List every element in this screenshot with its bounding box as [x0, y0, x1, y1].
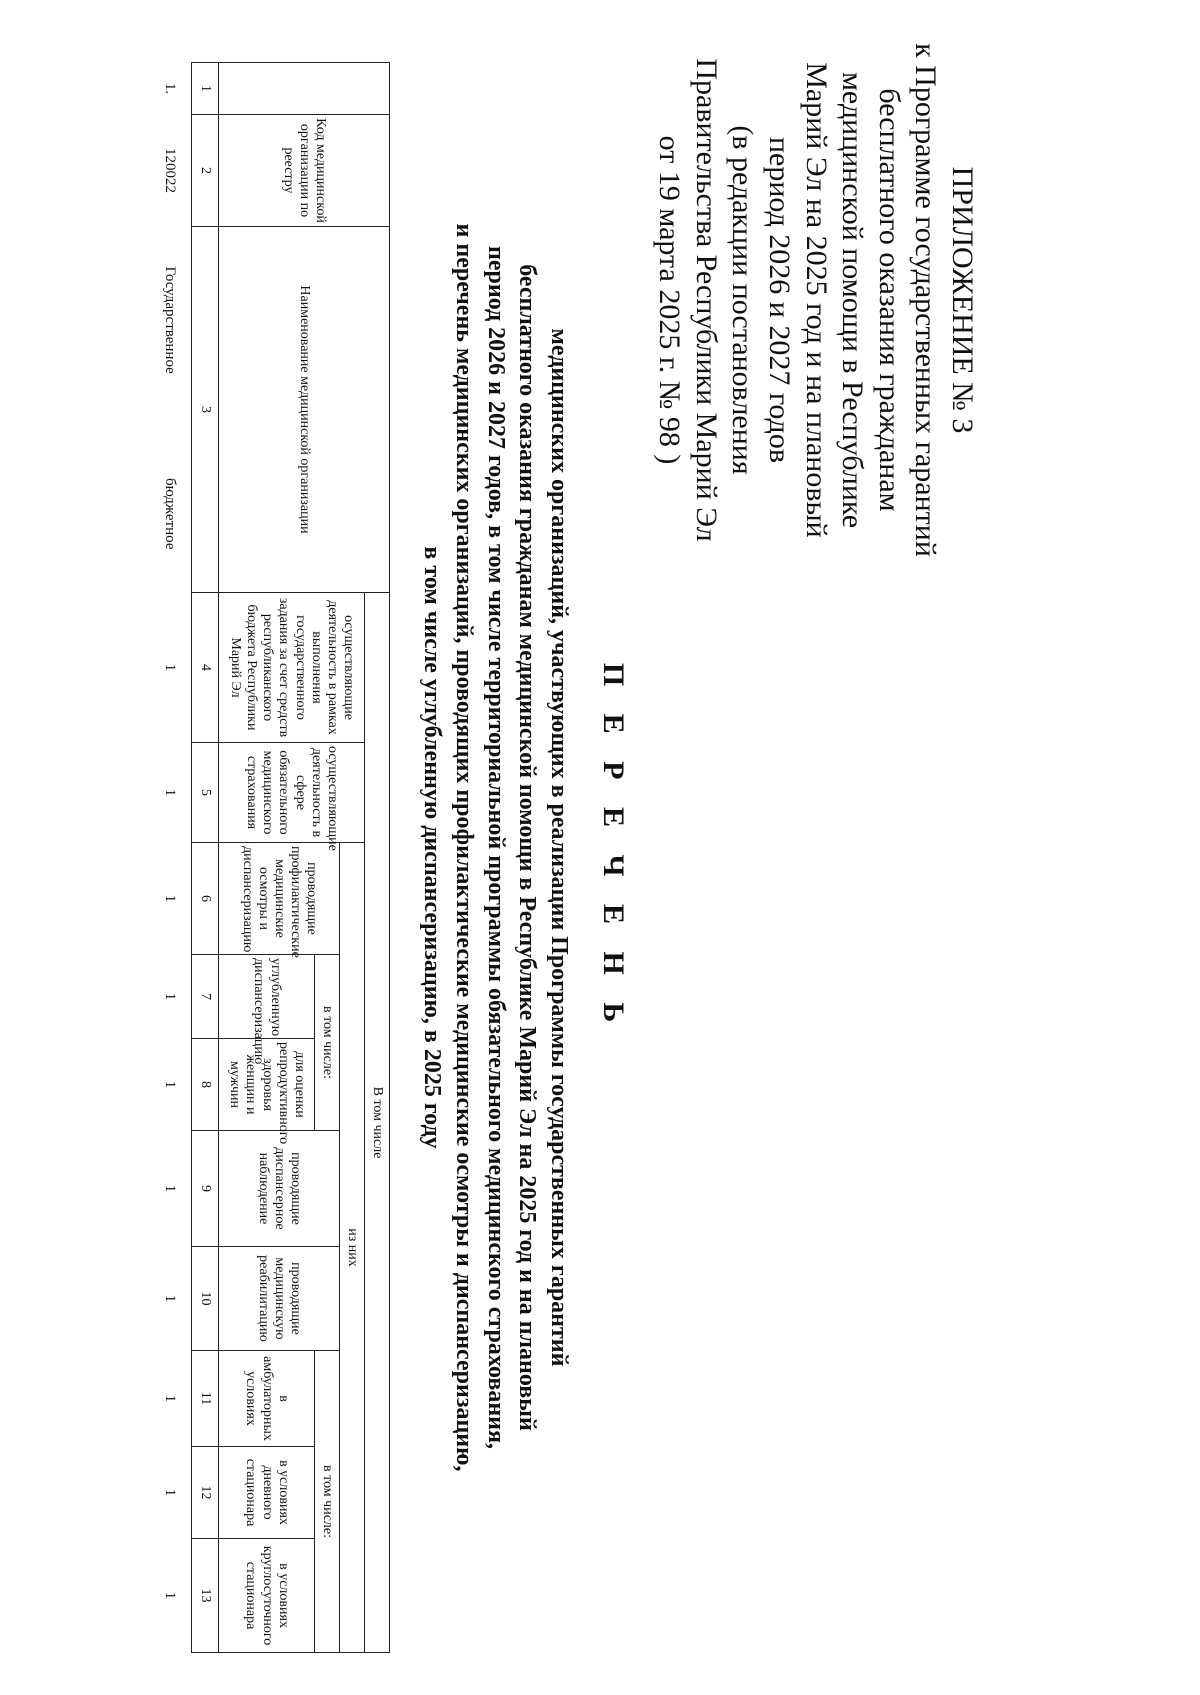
document-title	[416, 0, 630, 1695]
header-name: Наименование медицинской организации	[219, 227, 390, 593]
appendix-line: от 19 марта 2025 г. № 98 )	[653, 135, 687, 465]
appendix-line: (в редакции постановления	[726, 125, 760, 475]
column-number: 5	[192, 743, 219, 843]
appendix-line: ПРИЛОЖЕНИЕ № 3	[946, 166, 979, 434]
title-heading: П Е Р Е Ч Е Н Ь	[597, 662, 630, 1033]
column-number: 10	[192, 1247, 219, 1351]
subtitle-line: медицинских организаций, участвующих в реализации Программы государственных гарантий	[546, 328, 572, 1367]
header-iz-nih: из них	[340, 843, 365, 1653]
appendix-line: бесплатного оказания гражданам	[872, 88, 906, 512]
column-number: 13	[192, 1539, 219, 1653]
row-value: 1	[161, 894, 178, 903]
appendix-line: Правительства Республики Марий Эл	[689, 58, 723, 542]
row-value: 1	[161, 1394, 178, 1403]
column-number: 11	[192, 1351, 219, 1447]
header-col6: проводящие профилактические медицинские осмотры и диспансеризацию	[219, 843, 340, 955]
appendix-note	[651, 20, 980, 580]
column-numbers-row	[192, 63, 219, 1653]
appendix-line: к Программе государственных гарантий	[909, 43, 943, 557]
column-number: 4	[192, 593, 219, 743]
header-v-tom-chisle: В том числе	[365, 593, 390, 1653]
subtitle-line: в том числе углубленную диспансеризацию, в 2025 году	[419, 546, 446, 1149]
column-number: 1	[192, 63, 219, 115]
column-number: 12	[192, 1447, 219, 1539]
header-col13: в условиях круглосуточного стационара	[219, 1539, 315, 1653]
row-code: 120022	[161, 148, 178, 193]
appendix-line: период 2026 и 2027 годов	[763, 136, 797, 463]
appendix-line: медицинской помощи в Республике	[836, 71, 870, 529]
header-col9: проводящие диспансерное наблюдение	[219, 1131, 340, 1247]
header-col4: осуществляющие деятельность в рамках выполнения государственного задания за счет средств республиканского бюджета Республики Марий Эл	[219, 593, 365, 743]
header-col8: для оценки репродуктивного здоровья женщин и мужчин	[219, 1039, 315, 1131]
row-name-part: Государственное	[161, 266, 178, 374]
column-number: 9	[192, 1131, 219, 1247]
column-number: 3	[192, 227, 219, 593]
header-col12: в условиях дневного стационара	[219, 1447, 315, 1539]
header-col10: проводящие медицинскую реабилитацию	[219, 1247, 340, 1351]
header-v-tom-chisle-lower: в том числе:	[315, 955, 340, 1131]
column-number: 8	[192, 1039, 219, 1131]
row-value: 1	[161, 992, 178, 1001]
row-value: 1	[161, 1080, 178, 1089]
row-number: 1.	[161, 82, 178, 95]
subtitle-line: бесплатного оказания гражданам медицинской помощи в Республике Марий Эл на 2025 год и на плановый	[514, 264, 541, 1431]
row-value: 1	[161, 1591, 178, 1600]
table-row	[147, 63, 192, 1653]
column-number: 6	[192, 843, 219, 955]
column-number: 2	[192, 115, 219, 227]
row-name	[147, 227, 192, 593]
row-value: 1	[161, 1488, 178, 1497]
header-col11: в амбулаторных условиях	[219, 1351, 315, 1447]
header-col5: осуществляющие деятельность в сфере обязательного медицинского страхования	[219, 743, 365, 843]
header-col7: углубленную диспансеризацию	[219, 955, 315, 1039]
row-value: 1	[161, 1294, 178, 1303]
header-num-blank	[219, 63, 390, 115]
header-v-tom-chisle-lower2: в том числе:	[315, 1351, 340, 1653]
header-code: Код медицинской организации по реестру	[219, 115, 390, 227]
row-value: 1	[161, 663, 178, 672]
row-value: 1	[161, 1184, 178, 1193]
column-number: 7	[192, 955, 219, 1039]
row-name-part: бюджетное	[161, 478, 178, 550]
organizations-table	[147, 62, 390, 1653]
subtitle-line: и перечень медицинских организаций, проводящих профилактические медицинские осмотры и диспансеризацию,	[450, 223, 477, 1472]
appendix-line: Марий Эл на 2025 год и на плановый	[799, 62, 833, 538]
title-subtitle	[416, 0, 574, 1695]
row-value: 1	[161, 788, 178, 797]
subtitle-line: период 2026 и 2027 годов, в том числе территориальной программы обязательного медицинского страхования,	[482, 246, 509, 1449]
